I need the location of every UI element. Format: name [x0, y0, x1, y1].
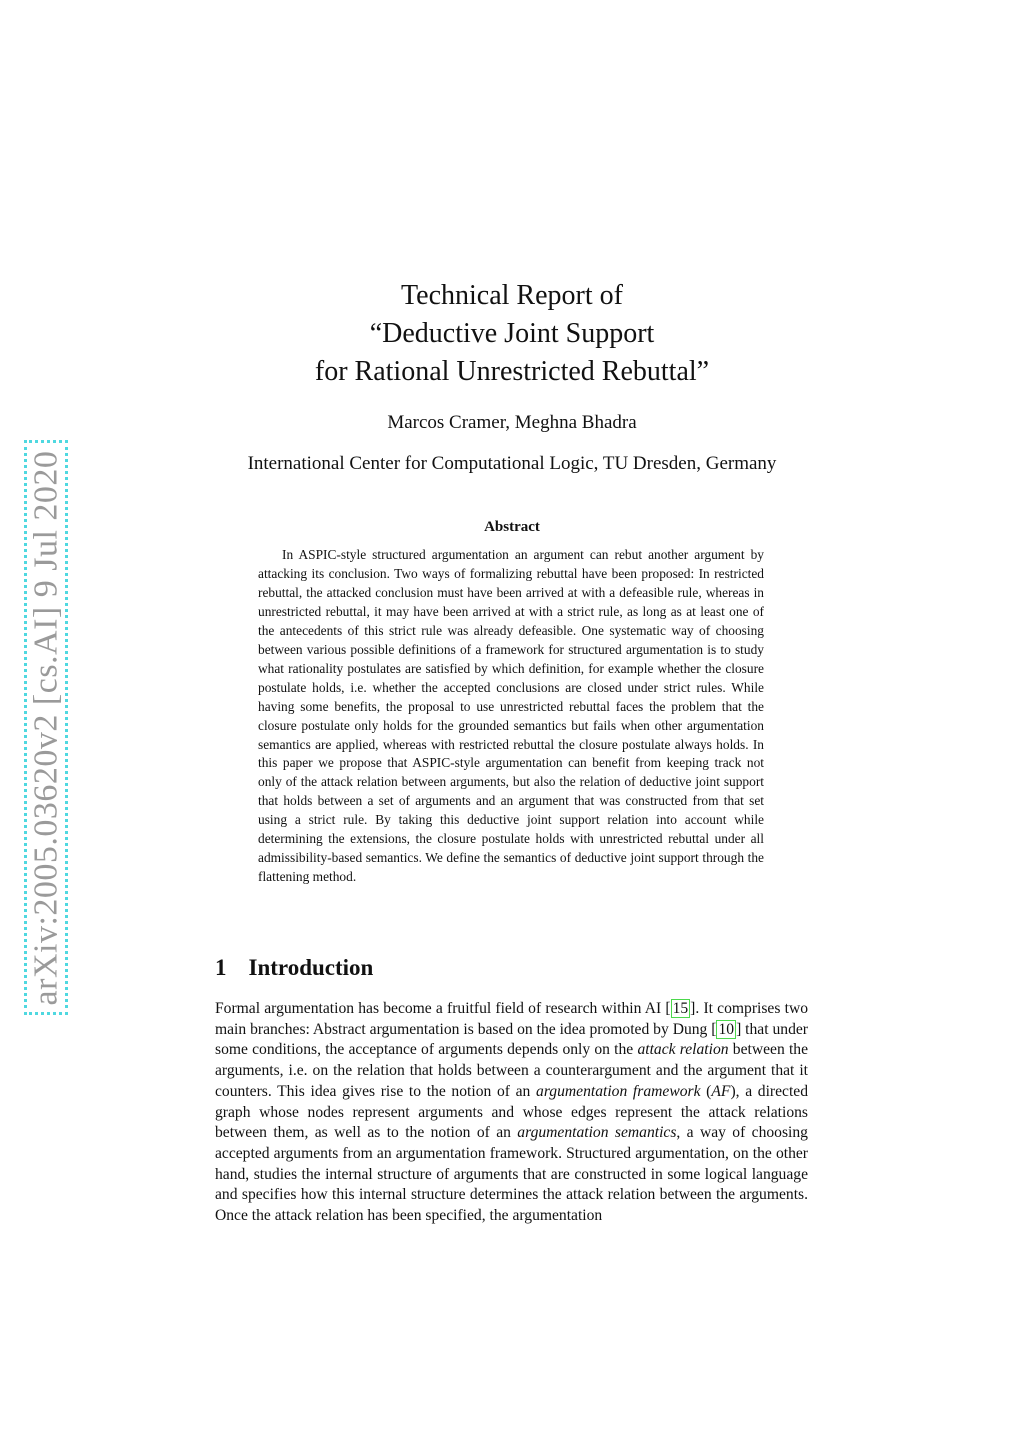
abstract-text: In ASPIC-style structured argumentation an argument can rebut another argument by attacking its conclusion. Two ways of formalizing rebuttal have been proposed: In restricted rebuttal, the attacked conclusion must have been arrived at with a defeasible rule, whereas in unrestricted rebuttal, it may have been arrived at with a strict rule, as long as at least one of the antecedents of this strict rule was already defeasible. One systematic way of choosing between various possible definitions of a framework for structured argumentation is to study what rationality postulates are satisfied by which definition, for example whether the closure postulate holds, i.e. whether the accepted conclusions are closed under strict rules. While having some benefits, the proposal to use unrestricted rebuttal faces the problem that the closure postulate only holds for the grounded semantics but fails when other argumentation semantics are applied, whereas with restricted rebuttal the closure postulate always holds. In this paper we propose that ASPIC-style argumentation can benefit from keeping track not only of the attack relation between arguments, but also the relation of deductive joint support that holds between a set of arguments and an argument that was constructed from that set using a strict rule. By taking this deductive joint support relation into account while determining the extensions, the closure postulate holds with unrestricted rebuttal under all admissibility-based semantics. We define the semantics of deductive joint support through the flattening method. — [258, 547, 764, 885]
intro-text-5: ( — [700, 1082, 712, 1100]
arxiv-identifier-text: arXiv:2005.03620v2 [cs.AI] 9 Jul 2020 — [27, 450, 65, 1005]
introduction-paragraph — [215, 999, 808, 1227]
paper-title — [0, 277, 1024, 391]
intro-text-1: Formal argumentation has become a fruitful field of research within AI [ — [215, 1000, 671, 1017]
intro-text-6: ), a directed graph whose nodes represent arguments and whose edges represent the attack relations between them, as well as to the notion of an — [215, 1082, 809, 1142]
section-heading-introduction — [215, 955, 373, 981]
citation-link-15[interactable]: 15 — [672, 1000, 689, 1017]
intro-text-4: between the arguments, i.e. on the relation that holds between a counterargument and the argument that it counters. This idea gives rise to the notion of an — [215, 1041, 808, 1100]
abstract-heading: Abstract — [484, 519, 540, 535]
author-list: Marcos Cramer, Meghna Bhadra — [387, 412, 637, 433]
term-argumentation-framework: argumentation framework — [536, 1082, 701, 1100]
author-affiliation: International Center for Computational Logic, TU Dresden, Germany — [247, 453, 777, 474]
title-line-1: Technical Report of — [401, 280, 623, 311]
title-line-2: “Deductive Joint Support — [369, 318, 655, 349]
intro-text-2: ]. It comprises two main branches: Abstract argumentation is based on the idea promoted by Dung [ — [215, 1000, 808, 1038]
citation-link-10[interactable]: 10 — [718, 1020, 735, 1038]
title-line-3: for Rational Unrestricted Rebuttal” — [314, 356, 710, 387]
intro-text-3: ] that under some conditions, the acceptance of arguments depends only on the — [215, 1020, 808, 1059]
term-af: AF — [711, 1082, 731, 1100]
section-title: Introduction — [248, 955, 374, 980]
intro-text-7: , a way of choosing accepted arguments from an argumentation framework. Structured argumentation, on the other hand, studies the internal structure of arguments that are constructed in some logical language and specifies how this internal structure determines the attack relation between the arguments. Once the attack relation has been specified, the argumentation — [215, 1124, 808, 1225]
term-argumentation-semantics: argumentation semantics — [517, 1124, 677, 1142]
term-attack-relation: attack relation — [637, 1041, 729, 1059]
section-number: 1 — [215, 955, 227, 980]
